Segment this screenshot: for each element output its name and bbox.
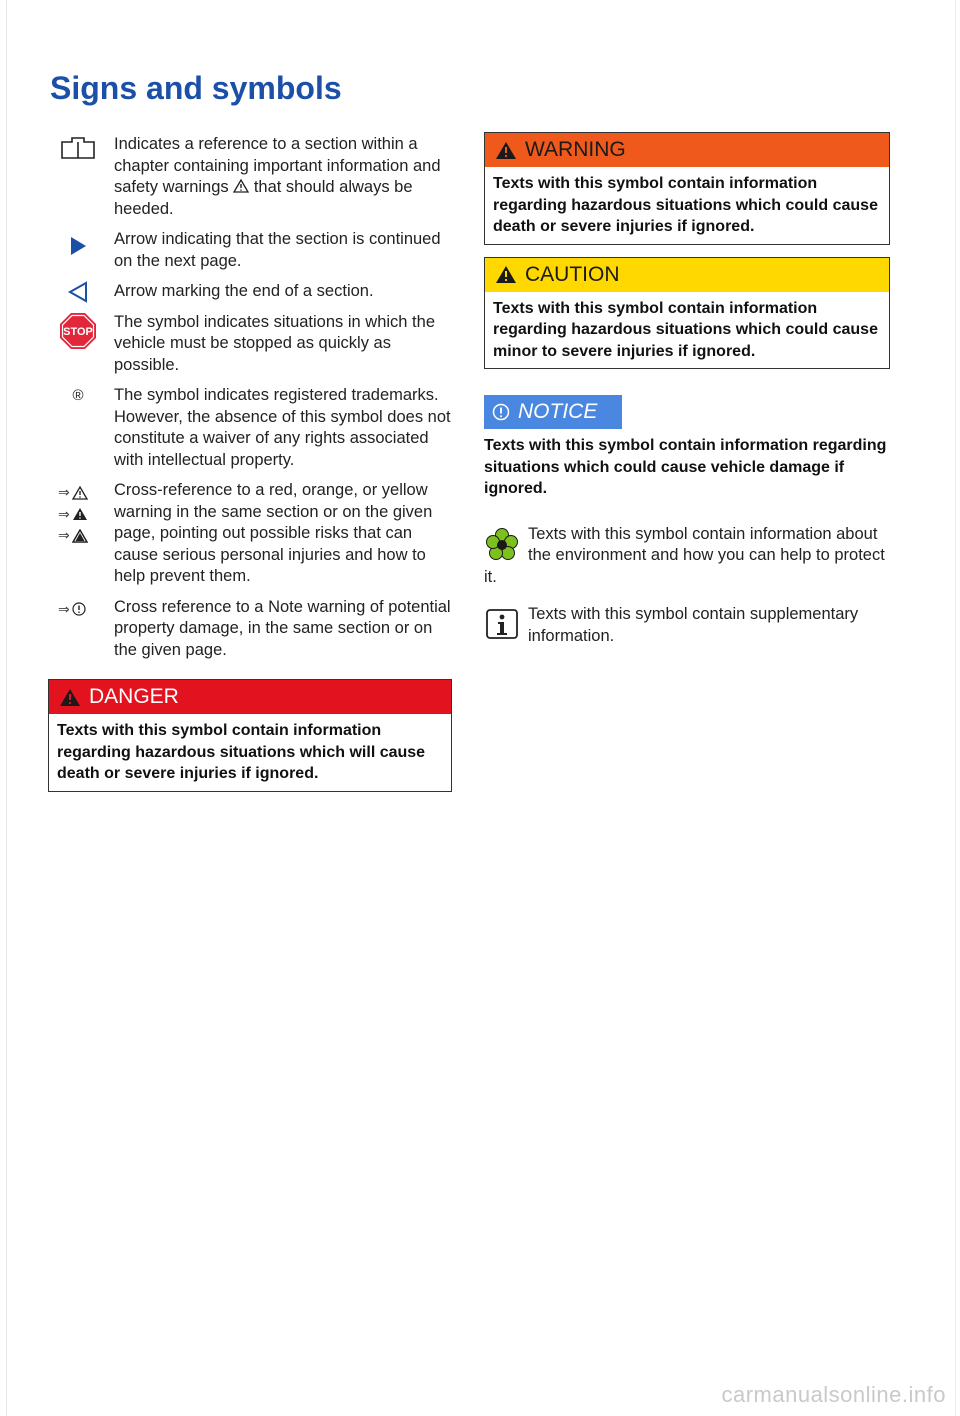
arrow-continued-text: Arrow indicating that the section is continued on the next page. — [114, 230, 441, 270]
xref-notice-text: Cross reference to a Note warning of potential property damage, in the same section or on the given page. — [114, 597, 451, 659]
danger-header — [49, 680, 451, 714]
watermark: carmanualsonline.info — [721, 1382, 946, 1407]
xref-warning-group — [48, 480, 452, 588]
warning-half-icon — [72, 529, 88, 543]
warning-label: WARNING — [525, 138, 626, 161]
book-reference-text-end: that should always be heeded. — [114, 178, 413, 218]
stop-sign-label: STOP — [63, 325, 93, 338]
caution-triangle-icon — [495, 265, 517, 284]
symbol-row-arrow-end — [48, 281, 452, 303]
supplementary-note — [484, 604, 890, 647]
danger-label: DANGER — [89, 685, 179, 708]
danger-box — [48, 679, 452, 792]
xref-notice-group — [48, 597, 452, 662]
notice-text: Texts with this symbol contain information regarding situations which could cause vehicle damage if ignored. — [484, 437, 887, 497]
danger-triangle-icon — [59, 688, 81, 707]
warning-text: Texts with this symbol contain information regarding hazardous situations which could cause death or severe injuries if ignored. — [493, 175, 878, 235]
xref-red-warning — [58, 482, 108, 504]
right-column — [484, 132, 890, 663]
page-title: Signs and symbols — [50, 70, 342, 106]
warning-filled-icon — [72, 507, 88, 521]
symbol-row-book-reference — [48, 134, 452, 220]
warning-outline-icon — [72, 486, 88, 500]
warning-triangle-icon — [233, 179, 249, 193]
symbol-row-arrow-continued — [48, 229, 452, 272]
arrow-end-icon — [48, 281, 108, 303]
page-edge-left — [6, 0, 7, 1416]
left-column — [48, 134, 452, 804]
symbol-row-registered — [48, 385, 452, 471]
notice-circle-icon — [72, 602, 86, 616]
xref-arrow-icon: ⇒ — [58, 527, 70, 543]
environment-text: Texts with this symbol contain information about the environment and how you can help to protect it. — [484, 524, 885, 586]
xref-arrow-icon: ⇒ — [58, 600, 70, 617]
registered-mark: ® — [72, 387, 84, 404]
symbol-row-stop — [48, 312, 452, 377]
page-edge-right — [955, 0, 956, 1416]
warning-triangle-icon — [495, 141, 517, 160]
xref-notice — [58, 599, 108, 621]
xref-arrow-icon: ⇒ — [58, 484, 70, 500]
notice-header — [484, 395, 622, 429]
caution-header — [485, 258, 889, 292]
book-reference-icon — [48, 134, 108, 160]
registered-mark-icon — [48, 385, 108, 407]
caution-box — [484, 257, 890, 370]
warning-box — [484, 132, 890, 245]
caution-label: CAUTION — [525, 262, 620, 286]
warning-header — [485, 133, 889, 167]
supplementary-text: Texts with this symbol contain supplementary information. — [528, 605, 859, 645]
registered-text: The symbol indicates registered trademarks. However, the absence of this symbol does not constitute a waiver of any rights associated with intellectual property. — [114, 386, 451, 469]
danger-text: Texts with this symbol contain information regarding hazardous situations which will cause death or severe injuries if ignored. — [57, 722, 426, 782]
book-reference-text: Indicates a reference to a section within a chapter containing important information and safety warnings — [114, 135, 441, 196]
info-book-icon — [484, 606, 520, 642]
environment-flower-icon — [484, 526, 520, 562]
xref-arrow-icon: ⇒ — [58, 505, 70, 522]
xref-warning-text: Cross-reference to a red, orange, or yellow warning in the same section or on the given page, pointing out possible risks that can cause serious personal injuries and how to help prevent them. — [114, 481, 433, 585]
stop-sign-icon — [48, 312, 108, 350]
environment-note — [484, 524, 890, 589]
xref-orange-warning — [58, 504, 108, 526]
caution-text: Texts with this symbol contain information regarding hazardous situations which could cause minor to severe injuries if ignored. — [493, 299, 878, 360]
notice-circle-icon — [492, 403, 510, 421]
stop-text: The symbol indicates situations in which the vehicle must be stopped as quickly as possible. — [114, 312, 435, 374]
arrow-continued-icon — [48, 229, 108, 257]
arrow-end-text: Arrow marking the end of a section. — [114, 282, 374, 300]
notice-label: NOTICE — [518, 400, 598, 423]
xref-yellow-warning — [58, 525, 108, 547]
